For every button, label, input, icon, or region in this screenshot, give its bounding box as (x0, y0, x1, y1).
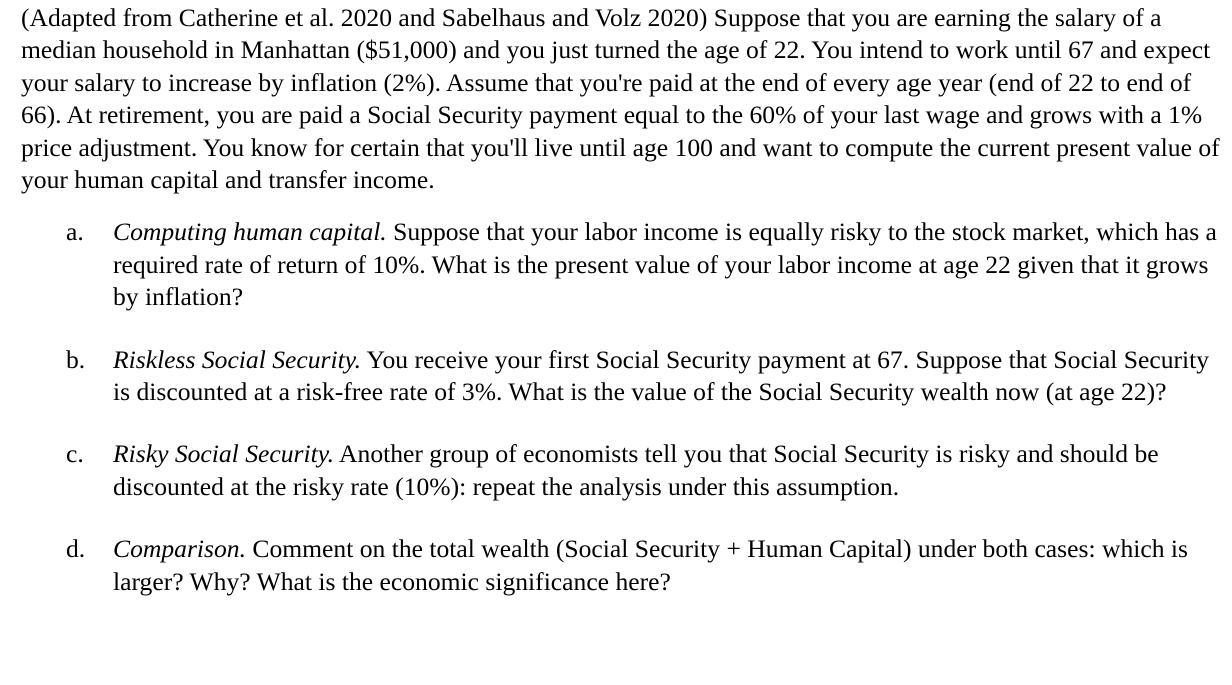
part-b (21, 344, 1226, 409)
part-a-marker: a. (66, 217, 84, 247)
part-d-marker: d. (66, 534, 86, 564)
part-d (21, 533, 1226, 598)
problem-parts-list (21, 216, 1226, 598)
problem-document (21, 2, 1226, 598)
part-c-title: Risky Social Security. (113, 439, 335, 469)
part-a-title: Computing human capital. (113, 217, 387, 247)
part-d-title: Comparison. (113, 534, 246, 564)
part-a-text: Suppose that your labor income is equally risky to the stock market, which has a required rate of return of 10%. What is the present value of your labor income at age 22 given that it grows by inflation? (113, 217, 1217, 312)
part-b-marker: b. (66, 344, 86, 374)
part-b-text: You receive your first Social Security payment at 67. Suppose that Social Security is discounted at a risk-free rate of 3%. What is the value of the Social Security wealth now (at age 22)? (113, 344, 1210, 407)
part-c (21, 438, 1226, 503)
part-d-text: Comment on the total wealth (Social Security + Human Capital) under both cases: which is larger? Why? What is the economic significance here? (113, 534, 1188, 596)
part-c-marker: c. (66, 439, 84, 469)
problem-intro: (Adapted from Catherine et al. 2020 and Sabelhaus and Volz 2020) Suppose that you are earning the salary of a median household in Manhattan ($51,000) and you just turned the age of 22. You intend to work until 67 and expect your salary to increase by inflation (2%). Assume that you're paid at the end of every age year (end of 22 to end of 66). At retirement, you are paid a Social Security payment equal to the 60% of your last wage and grows with a 1% price adjustment. You know for certain that you'll live until age 100 and want to compute the current present value of your human capital and transfer income. (21, 3, 1220, 195)
part-b-title: Riskless Social Security. (113, 344, 362, 374)
part-a (21, 216, 1226, 313)
part-c-text: Another group of economists tell you that Social Security is risky and should be discounted at the risky rate (10%): repeat the analysis under this assumption. (113, 439, 1159, 501)
